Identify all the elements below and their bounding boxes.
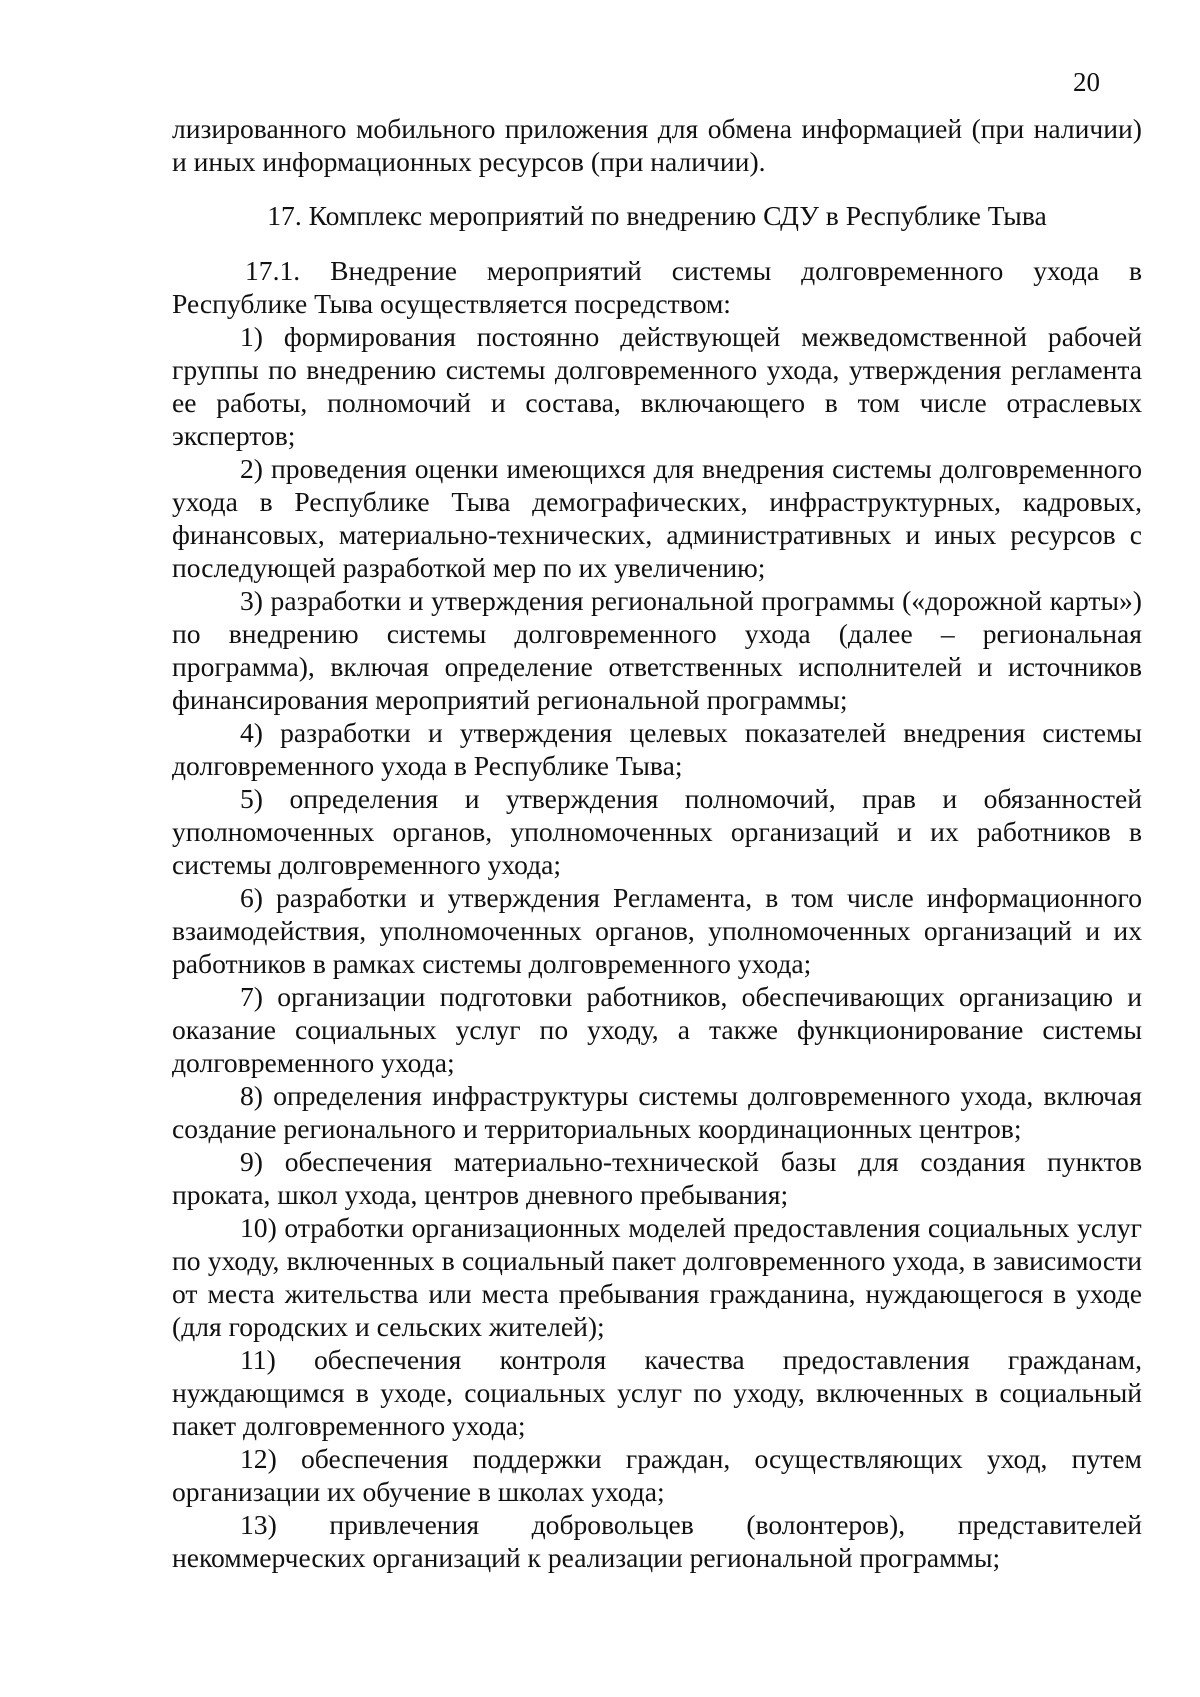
list-item: 1) формирования постоянно действующей межведомственной рабочей группы по внедрению системы долговременного ухода, утверждения регламента ее работы, полномочий и состава, включающего в том числе отраслевых экспертов; bbox=[172, 321, 1142, 451]
list-item: 13) привлечения добровольцев (волонтеров), представителей некоммерческих организаций к реализации региональной программы; bbox=[172, 1509, 1142, 1573]
list-item: 7) организации подготовки работников, обеспечивающих организацию и оказание социальных услуг по уходу, а также функционирование системы долговременного ухода; bbox=[172, 981, 1142, 1078]
list-item: 6) разработки и утверждения Регламента, в том числе информационного взаимодействия, уполномоченных органов, уполномоченных организаций и их работников в рамках системы долговременного ухода; bbox=[172, 882, 1142, 979]
section-heading: 17. Комплекс мероприятий по внедрению СДУ в Республике Тыва bbox=[267, 200, 1047, 231]
list-item: 2) проведения оценки имеющихся для внедрения системы долговременного ухода в Республике Тыва демографических, инфраструктурных, кадровых, финансовых, материально-технических, административных и иных ресурсов с последующей разработкой мер по их увеличению; bbox=[172, 453, 1142, 583]
list-item: 9) обеспечения материально-технической базы для создания пунктов проката, школ ухода, центров дневного пребывания; bbox=[172, 1146, 1142, 1210]
list-item: 11) обеспечения контроля качества предоставления гражданам, нуждающимся в уходе, социальных услуг по уходу, включенных в социальный пакет долговременного ухода; bbox=[172, 1344, 1142, 1441]
list-item: 3) разработки и утверждения региональной программы («дорожной карты») по внедрению системы долговременного ухода (далее – региональная программа), включая определение ответственных исполнителей и источников финансирования мероприятий региональной программы; bbox=[172, 585, 1142, 715]
list-item: 8) определения инфраструктуры системы долговременного ухода, включая создание регионального и территориальных координационных центров; bbox=[172, 1080, 1142, 1144]
continuation-paragraph: лизированного мобильного приложения для обмена информацией (при наличии) и иных информационных ресурсов (при наличии). bbox=[172, 113, 1142, 177]
subsection-intro: 17.1. Внедрение мероприятий системы долговременного ухода в Республике Тыва осуществляется посредством: bbox=[172, 255, 1142, 319]
page-number: 20 bbox=[1073, 67, 1100, 97]
list-item: 10) отработки организационных моделей предоставления социальных услуг по уходу, включенных в социальный пакет долговременного ухода, в зависимости от места жительства или места пребывания гражданина, нуждающегося в уходе (для городских и сельских жителей); bbox=[172, 1212, 1142, 1342]
list-item: 4) разработки и утверждения целевых показателей внедрения системы долговременного ухода в Республике Тыва; bbox=[172, 717, 1142, 781]
list-item: 5) определения и утверждения полномочий, прав и обязанностей уполномоченных органов, уполномоченных организаций и их работников в системы долговременного ухода; bbox=[172, 783, 1142, 880]
list-item: 12) обеспечения поддержки граждан, осуществляющих уход, путем организации их обучение в школах ухода; bbox=[172, 1443, 1142, 1507]
document-body bbox=[172, 112, 1142, 1574]
